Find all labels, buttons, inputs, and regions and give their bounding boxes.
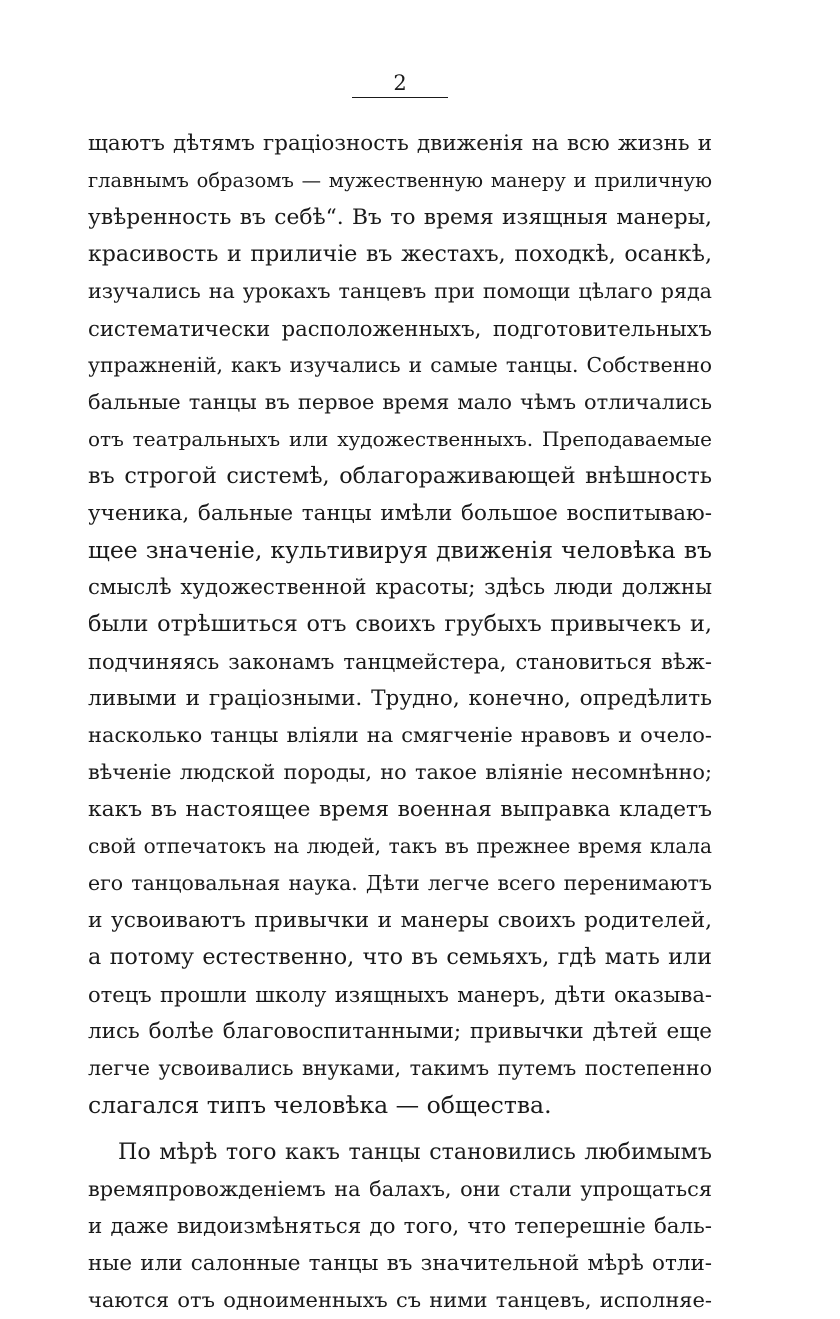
- text-line: а потому естественно, что въ семьяхъ, гдѣ мать или: [88, 944, 712, 970]
- text-line: чаются отъ одноименныхъ съ ними танцевъ, исполняе-: [88, 1288, 712, 1312]
- text-line: времяпровожденіемъ на балахъ, они стали упрощаться: [88, 1177, 712, 1201]
- text-line: смыслѣ художественной красоты; здѣсь люди должны: [88, 575, 712, 600]
- text-line: подчиняясь законамъ танцмейстера, становиться вѣж-: [88, 649, 712, 674]
- header-rule: [352, 97, 448, 98]
- text-line: въ строгой системѣ, облагораживающей внѣшность: [88, 463, 712, 489]
- text-line: насколько танцы вліяли на смягченіе нравовъ и очело-: [88, 723, 712, 747]
- text-line: изучались на урокахъ танцевъ при помощи цѣлаго ряда: [88, 279, 712, 303]
- text-line: ученика, бальные танцы имѣли большое воспитываю-: [88, 501, 712, 526]
- page-number: 2: [393, 71, 407, 95]
- text-line: слагался типъ человѣка — общества.: [88, 1091, 552, 1119]
- text-line: ные или салонные танцы въ значительной мѣрѣ отли-: [88, 1251, 712, 1276]
- text-line: какъ въ настоящее время военная выправка кладетъ: [88, 797, 712, 822]
- text-line: ливыми и граціозными. Трудно, конечно, опредѣлить: [88, 686, 712, 711]
- text-line: были отрѣшиться отъ своихъ грубыхъ привычекъ и,: [88, 611, 712, 637]
- paragraph: [88, 1134, 712, 1319]
- text-line: лись болѣе благовоспитанными; привычки дѣтей еще: [88, 1019, 712, 1044]
- text-line: легче усвоивались внуками, такимъ путемъ постепенно: [88, 1056, 712, 1080]
- text-line: вѣченіе людской породы, но такое вліяніе несомнѣнно;: [88, 760, 712, 784]
- text-line: отецъ прошли школу изящныхъ манеръ, дѣти оказыва-: [88, 982, 712, 1007]
- text-line: и даже видоизмѣняться до того, что теперешніе баль-: [88, 1214, 712, 1239]
- text-line: и усвоиваютъ привычки и манеры своихъ родителей,: [88, 908, 712, 933]
- paragraph: [88, 125, 712, 1124]
- text-line: его танцовальная наука. Дѣти легче всего перенимаютъ: [88, 871, 712, 895]
- body-text: [88, 125, 712, 1319]
- text-line: систематически расположенныхъ, подготовительныхъ: [88, 316, 712, 341]
- text-line: щаютъ дѣтямъ граціозность движенія на всю жизнь и: [88, 131, 712, 156]
- text-line: По мѣрѣ того какъ танцы становились любимымъ: [118, 1139, 712, 1165]
- text-line: щее значеніе, культивируя движенія человѣка въ: [88, 536, 712, 564]
- text-line: красивость и приличіе въ жестахъ, походкѣ, осанкѣ,: [88, 242, 712, 267]
- text-line: бальные танцы въ первое время мало чѣмъ отличались: [88, 390, 712, 414]
- paragraph-gap: [88, 1124, 712, 1134]
- text-line: отъ театральныхъ или художественныхъ. Преподаваемые: [88, 427, 712, 451]
- text-line: главнымъ образомъ — мужественную манеру и приличную: [88, 169, 712, 192]
- text-line: увѣренность въ себѣ“. Въ то время изящныя манеры,: [88, 205, 712, 230]
- text-line: свой отпечатокъ на людей, такъ въ прежнее время клала: [88, 834, 712, 858]
- text-line: упражненій, какъ изучались и самые танцы. Собственно: [88, 353, 712, 377]
